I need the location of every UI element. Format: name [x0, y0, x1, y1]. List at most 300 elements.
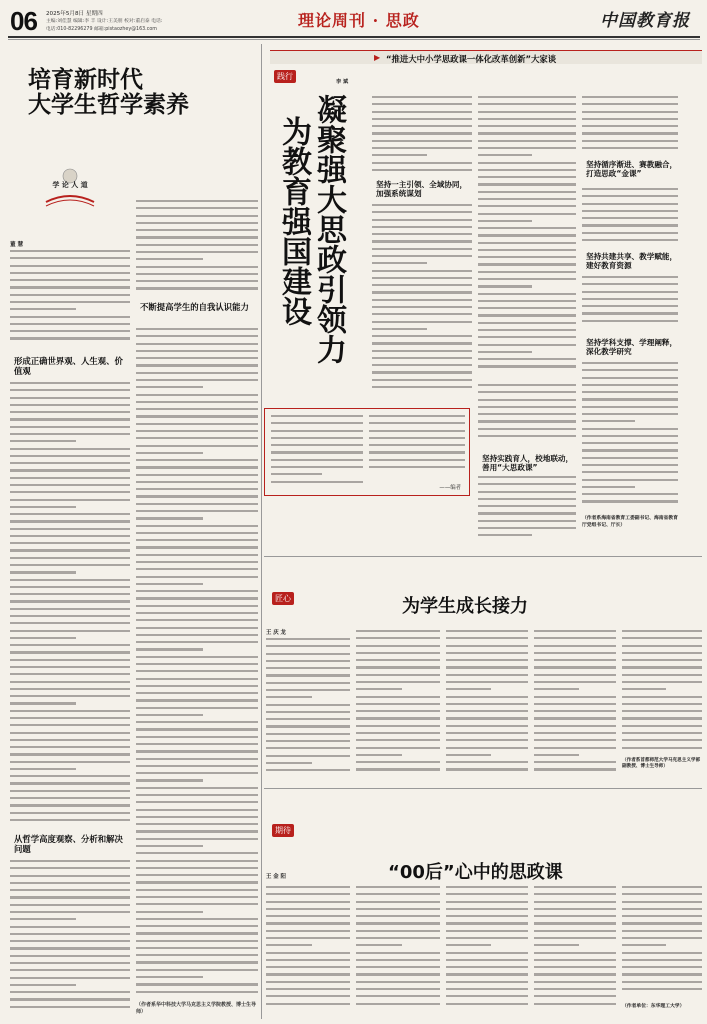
- text-line: [266, 682, 350, 684]
- text-line: [136, 874, 258, 876]
- text-line: [266, 886, 350, 888]
- text-line: [369, 422, 465, 424]
- text-line: [136, 452, 203, 454]
- text-line: [534, 645, 616, 647]
- text-line: [446, 959, 528, 961]
- text-line: [534, 952, 616, 954]
- text-line: [136, 721, 258, 723]
- text-line: [10, 615, 130, 617]
- text-line: [582, 232, 678, 234]
- text-line: [582, 479, 678, 481]
- text-line: [10, 549, 130, 551]
- middle-byline: 王 庆 龙: [266, 630, 286, 636]
- text-line: [356, 747, 440, 749]
- text-line: [446, 973, 528, 975]
- middle-col2: [356, 630, 440, 780]
- page-number: 06: [10, 6, 37, 36]
- text-line: [622, 901, 702, 903]
- text-line: [136, 415, 258, 417]
- text-line: [582, 132, 678, 134]
- text-line: [356, 703, 440, 705]
- text-line: [136, 663, 258, 665]
- text-line: [136, 634, 258, 636]
- text-line: [10, 984, 76, 986]
- text-line: [446, 659, 528, 661]
- text-line: [356, 937, 440, 939]
- masthead: [0, 0, 707, 46]
- craft-tag-label: 匠心: [275, 594, 291, 603]
- text-line: [10, 926, 130, 928]
- text-line: [356, 630, 440, 632]
- section-title: 理论周刊 · 思政: [298, 11, 420, 30]
- text-line: [446, 981, 528, 983]
- text-line: [356, 666, 440, 668]
- text-line: [10, 301, 130, 303]
- text-line: [136, 328, 258, 330]
- text-line: [478, 512, 576, 514]
- text-line: [136, 364, 258, 366]
- text-line: [622, 893, 702, 895]
- text-line: [266, 893, 350, 895]
- middle-col4: [534, 630, 616, 780]
- text-line: [582, 449, 678, 451]
- text-line: [136, 627, 258, 629]
- text-line: [136, 801, 258, 803]
- middle-col3: [446, 630, 528, 780]
- text-line: [356, 973, 440, 975]
- text-line: [136, 517, 203, 519]
- text-line: [10, 279, 130, 281]
- feature-col2-b: [478, 384, 576, 446]
- text-line: [10, 600, 130, 602]
- text-line: [136, 222, 258, 224]
- text-line: [478, 322, 576, 324]
- text-line: [622, 645, 702, 647]
- text-line: [478, 428, 576, 430]
- subhead-1: 形成正确世界观、人生观、价值观: [14, 356, 123, 376]
- feature-subhead-3: 坚持实践育人，校地联动，善用“大思政课”: [482, 454, 574, 472]
- text-line: [356, 637, 440, 639]
- text-line: [10, 739, 130, 741]
- text-line: [10, 790, 130, 792]
- feature-byline: 李 斌: [336, 79, 349, 85]
- text-line: [478, 162, 576, 164]
- text-line: [369, 430, 465, 432]
- column-badge: [36, 162, 104, 212]
- text-line: [10, 904, 130, 906]
- text-line: [582, 384, 678, 386]
- text-line: [10, 462, 130, 464]
- text-line: [10, 397, 130, 399]
- text-line: [478, 191, 576, 193]
- body-text-col1-b: [10, 382, 130, 828]
- bottom-col4: [534, 886, 616, 1016]
- text-line: [622, 915, 702, 917]
- text-line: [534, 747, 616, 749]
- text-line: [136, 386, 203, 388]
- text-line: [266, 915, 350, 917]
- text-line: [136, 372, 258, 374]
- text-line: [356, 717, 440, 719]
- text-line: [582, 369, 678, 371]
- text-line: [622, 725, 702, 727]
- body-text-col1-a: [10, 250, 130, 352]
- bottom-col2: [356, 886, 440, 1016]
- text-line: [10, 962, 130, 964]
- text-line: [136, 845, 203, 847]
- text-line: [372, 364, 472, 366]
- text-line: [534, 944, 579, 946]
- text-line: [478, 483, 576, 485]
- text-line: [266, 937, 350, 939]
- text-line: [534, 652, 616, 654]
- text-line: [582, 457, 678, 459]
- text-line: [10, 746, 130, 748]
- text-line: [534, 696, 616, 698]
- text-line: [136, 714, 203, 716]
- text-line: [534, 725, 616, 727]
- middle-col5: [622, 630, 702, 756]
- text-line: [136, 200, 258, 202]
- text-line: [582, 96, 678, 98]
- text-line: [10, 542, 130, 544]
- text-line: [622, 674, 702, 676]
- text-line: [582, 224, 678, 226]
- body-text-col1-c: [10, 860, 130, 1018]
- text-line: [136, 830, 258, 832]
- text-line: [446, 717, 528, 719]
- text-line: [478, 344, 576, 346]
- text-line: [136, 743, 258, 745]
- text-line: [478, 358, 576, 360]
- text-line: [582, 377, 678, 379]
- text-line: [10, 520, 130, 522]
- text-line: [446, 747, 528, 749]
- text-line: [136, 678, 258, 680]
- text-line: [10, 724, 130, 726]
- text-line: [478, 491, 576, 493]
- text-line: [534, 915, 616, 917]
- text-line: [136, 481, 258, 483]
- feature-col3-a: [582, 96, 678, 156]
- text-line: [372, 270, 472, 272]
- text-line: [136, 251, 258, 253]
- text-line: [478, 227, 576, 229]
- text-line: [136, 280, 258, 282]
- text-line: [446, 908, 528, 910]
- text-line: [622, 973, 702, 975]
- text-line: [136, 794, 258, 796]
- text-line: [478, 505, 576, 507]
- staff-line: 主编:刘佳慧 编辑:李 丰 设计:王美朋 校对:董启泰 电话:: [46, 19, 163, 24]
- text-line: [372, 111, 472, 113]
- text-line: [10, 571, 76, 573]
- text-line: [136, 736, 258, 738]
- text-line: [10, 440, 76, 442]
- banner-topic: “推进大中小学思政课一体化改革创新”大家谈: [386, 54, 557, 64]
- text-line: [10, 804, 130, 806]
- text-line: [534, 966, 616, 968]
- text-line: [266, 769, 350, 771]
- text-line: [136, 510, 258, 512]
- middle-bottom-rule: [264, 788, 702, 789]
- text-line: [136, 765, 258, 767]
- text-line: [478, 183, 576, 185]
- text-line: [356, 995, 440, 997]
- text-line: [10, 875, 130, 877]
- text-line: [534, 630, 616, 632]
- text-line: [136, 896, 258, 898]
- text-line: [622, 747, 702, 749]
- text-line: [582, 111, 678, 113]
- masthead-rule-thin: [8, 39, 700, 40]
- text-line: [478, 234, 576, 236]
- text-line: [10, 681, 130, 683]
- text-line: [372, 386, 472, 388]
- text-line: [136, 207, 258, 209]
- text-line: [478, 300, 576, 302]
- text-line: [622, 637, 702, 639]
- text-line: [478, 169, 576, 171]
- text-line: [372, 299, 472, 301]
- text-line: [136, 641, 258, 643]
- subhead-2: 不断提高学生的自我认识能力: [140, 302, 249, 312]
- text-line: [534, 930, 616, 932]
- text-line: [10, 896, 130, 898]
- bottom-col3: [446, 886, 528, 1016]
- text-line: [622, 922, 702, 924]
- text-line: [136, 437, 258, 439]
- text-line: [534, 674, 616, 676]
- text-line: [356, 922, 440, 924]
- text-line: [136, 401, 258, 403]
- text-line: [534, 703, 616, 705]
- text-line: [136, 750, 258, 752]
- text-line: [478, 147, 576, 149]
- text-line: [534, 959, 616, 961]
- text-line: [136, 539, 258, 541]
- text-line: [136, 947, 258, 949]
- text-line: [582, 486, 635, 488]
- text-line: [10, 702, 76, 704]
- text-line: [266, 638, 350, 640]
- text-line: [356, 732, 440, 734]
- text-line: [478, 256, 576, 258]
- text-line: [136, 648, 203, 650]
- text-line: [582, 406, 678, 408]
- feature-article: [264, 44, 702, 554]
- text-line: [356, 959, 440, 961]
- text-line: [446, 761, 528, 763]
- text-line: [356, 952, 440, 954]
- text-line: [136, 685, 258, 687]
- text-line: [534, 886, 616, 888]
- text-line: [271, 481, 363, 483]
- text-line: [136, 258, 203, 260]
- text-line: [582, 210, 678, 212]
- text-line: [10, 775, 130, 777]
- text-line: [372, 204, 472, 206]
- text-line: [582, 435, 678, 437]
- text-line: [10, 316, 130, 318]
- text-line: [10, 337, 130, 339]
- editor-note-text-a: [271, 415, 363, 491]
- text-line: [622, 886, 702, 888]
- text-line: [534, 754, 579, 756]
- text-line: [446, 1003, 528, 1005]
- text-line: [10, 608, 130, 610]
- text-line: [582, 398, 678, 400]
- text-line: [356, 761, 440, 763]
- text-line: [10, 557, 130, 559]
- text-line: [478, 132, 576, 134]
- text-line: [136, 408, 258, 410]
- text-line: [136, 229, 258, 231]
- text-line: [136, 809, 258, 811]
- text-line: [10, 257, 130, 259]
- text-line: [10, 286, 130, 288]
- text-line: [582, 464, 678, 466]
- text-line: [10, 491, 130, 493]
- text-line: [136, 779, 203, 781]
- text-line: [271, 437, 363, 439]
- text-line: [266, 995, 350, 997]
- feature-headline: [276, 94, 346, 394]
- text-line: [10, 768, 76, 770]
- text-line: [622, 981, 702, 983]
- text-line: [478, 271, 576, 273]
- text-line: [10, 732, 130, 734]
- text-line: [534, 732, 616, 734]
- text-line: [478, 111, 576, 113]
- text-line: [582, 442, 678, 444]
- text-line: [622, 988, 702, 990]
- text-line: [478, 520, 576, 522]
- text-line: [478, 476, 576, 478]
- text-line: [136, 445, 258, 447]
- text-line: [582, 362, 678, 364]
- practice-tag: [274, 70, 296, 83]
- text-line: [446, 703, 528, 705]
- text-line: [10, 666, 130, 668]
- text-line: [534, 937, 616, 939]
- text-line: [622, 652, 702, 654]
- text-line: [136, 969, 258, 971]
- text-line: [622, 666, 702, 668]
- text-line: [622, 696, 702, 698]
- text-line: [446, 688, 491, 690]
- text-line: [136, 554, 258, 556]
- text-line: [372, 118, 472, 120]
- text-line: [136, 597, 258, 599]
- text-line: [136, 266, 258, 268]
- text-line: [478, 96, 576, 98]
- text-line: [10, 782, 130, 784]
- text-line: [271, 415, 363, 417]
- middle-footnote: （作者系首都师范大学马克思主义学部副教授、博士生导师）: [622, 758, 701, 770]
- text-line: [582, 413, 678, 415]
- text-line: [136, 954, 258, 956]
- feature-subhead-5: 坚持学科支撑、学理阐释，深化教学研究: [586, 338, 678, 356]
- text-line: [10, 819, 130, 821]
- text-line: [136, 699, 258, 701]
- text-line: [10, 323, 130, 325]
- article-byline: 董 慧: [10, 242, 24, 248]
- text-line: [136, 474, 258, 476]
- text-line: [266, 952, 350, 954]
- expectation-tag: [272, 824, 294, 837]
- text-line: [582, 125, 678, 127]
- issue-date: 2025年5月8日 星期四: [46, 11, 103, 17]
- text-line: [356, 725, 440, 727]
- text-line: [356, 1003, 440, 1005]
- text-line: [266, 908, 350, 910]
- text-line: [136, 656, 258, 658]
- text-line: [478, 384, 576, 386]
- text-line: [136, 605, 258, 607]
- text-line: [266, 966, 350, 968]
- text-line: [446, 952, 528, 954]
- text-line: [10, 1006, 130, 1008]
- text-line: [136, 728, 258, 730]
- article-title: [28, 68, 189, 118]
- text-line: [582, 493, 678, 495]
- text-line: [478, 351, 532, 353]
- text-line: [446, 739, 528, 741]
- text-line: [478, 365, 576, 367]
- text-line: [622, 703, 702, 705]
- text-line: [356, 696, 440, 698]
- text-line: [478, 391, 576, 393]
- text-line: [136, 838, 258, 840]
- text-line: [266, 930, 350, 932]
- text-line: [10, 579, 130, 581]
- text-line: [136, 816, 258, 818]
- text-line: [582, 391, 678, 393]
- text-line: [10, 644, 130, 646]
- text-line: [136, 273, 258, 275]
- bottom-byline: 王 金 阳: [266, 874, 286, 880]
- text-line: [271, 444, 363, 446]
- text-line: [10, 673, 130, 675]
- text-line: [446, 915, 528, 917]
- text-line: [266, 696, 312, 698]
- text-line: [266, 667, 350, 669]
- text-line: [271, 473, 322, 475]
- text-line: [10, 940, 130, 942]
- text-line: [10, 294, 130, 296]
- text-line: [622, 966, 702, 968]
- text-line: [478, 242, 576, 244]
- text-line: [372, 262, 427, 264]
- bottom-col1: [266, 886, 350, 1016]
- text-line: [356, 739, 440, 741]
- text-line: [372, 371, 472, 373]
- text-line: [372, 103, 472, 105]
- text-line: [266, 711, 350, 713]
- text-line: [10, 688, 130, 690]
- text-line: [10, 272, 130, 274]
- text-line: [446, 995, 528, 997]
- text-line: [356, 908, 440, 910]
- text-line: [136, 983, 258, 985]
- text-line: [446, 893, 528, 895]
- text-line: [446, 696, 528, 698]
- text-line: [372, 284, 472, 286]
- text-line: [478, 293, 576, 295]
- text-line: [356, 901, 440, 903]
- text-line: [534, 761, 616, 763]
